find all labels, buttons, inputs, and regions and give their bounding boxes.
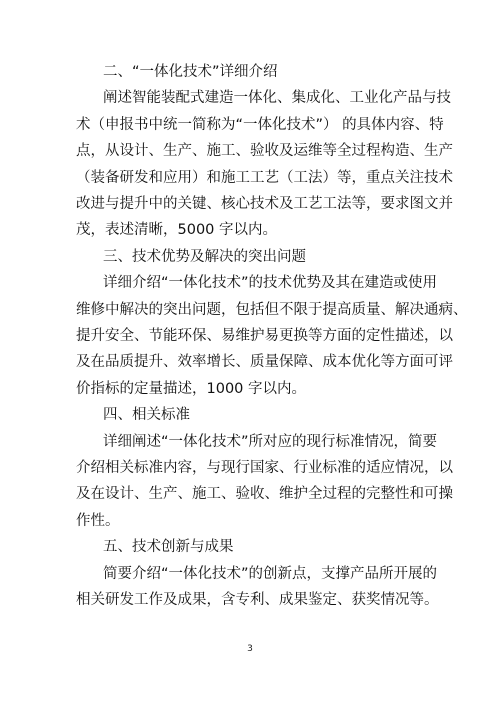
paragraph-line: （装备研发和应用）和施工工艺（工法）等，重点关注技术 [76, 170, 453, 186]
paragraph-line: 及在品质提升、效率增长、质量保障、成本优化等方面可评 [76, 354, 453, 370]
paragraph-line: 详细介绍“一体化技术”的技术优势及其在建造或使用 [103, 275, 438, 291]
section-heading: 二、“一体化技术”详细介绍 [103, 64, 278, 80]
paragraph-line: 简要介绍“一体化技术”的创新点，支撑产品所开展的 [103, 566, 438, 582]
paragraph-line: 茂，表述清晰，5000 字以内。 [76, 222, 278, 238]
paragraph-line: 阐述智能装配式建造一体化、集成化、工业化产品与技 [103, 90, 451, 106]
paragraph-line: 术（申报书中统一简称为“一体化技术”） 的具体内容、特 [76, 117, 444, 133]
paragraph-line: 介绍相关标准内容，与现行国家、行业标准的适应情况，以 [76, 460, 453, 476]
paragraph-line: 价指标的定量描述，1000 字以内。 [76, 381, 307, 397]
paragraph-line: 作性。 [76, 513, 120, 529]
section-heading: 五、技术创新与成果 [103, 539, 234, 555]
paragraph-line: 详细阐述“一体化技术”所对应的现行标准情况，简要 [103, 434, 438, 450]
paragraph-line: 相关研发工作及成果，含专利、成果鉴定、获奖情况等。 [76, 592, 439, 608]
paragraph-line: 改进与提升中的关键、核心技术及工艺工法等，要求图文并 [76, 196, 453, 212]
paragraph-line: 提升安全、节能环保、易维护易更换等方面的定性描述，以 [76, 328, 453, 344]
page-number: 3 [247, 644, 253, 654]
paragraph-line: 及在设计、生产、施工、验收、维护全过程的完整性和可操 [76, 486, 453, 502]
section-heading: 三、技术优势及解决的突出问题 [103, 249, 306, 265]
paragraph-line: 点，从设计、生产、施工、验收及运维等全过程构造、生产 [76, 143, 453, 159]
section-heading: 四、相关标准 [103, 407, 190, 423]
paragraph-line: 维修中解决的突出问题，包括但不限于提高质量、解决通病、 [76, 302, 468, 318]
